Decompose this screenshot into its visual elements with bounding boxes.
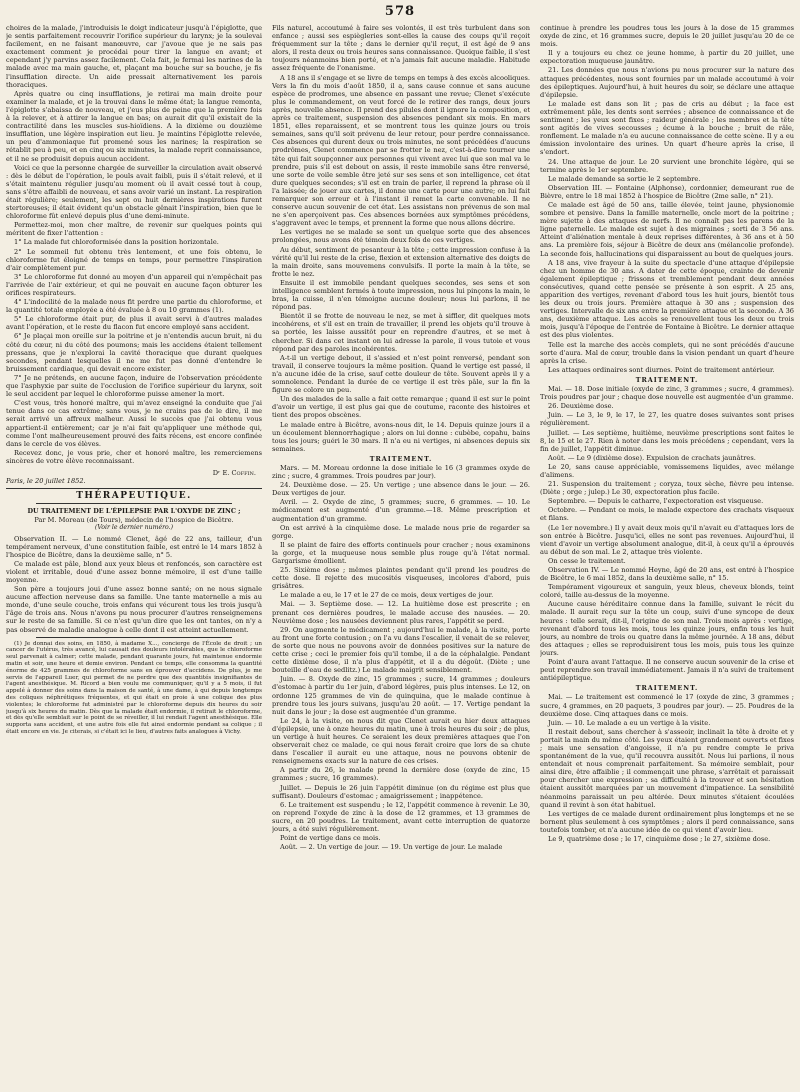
paragraph: choires de la malade, j'introduisis le doigt indicateur jusqu'à l'épiglotte, que je sentis parfaitement recouvrir l'orifice supérieur du larynx; je la soulevai facilement, en ne faisant manœuvre, car j'avoue que je ne sais pas exactement comment je procédai pour tirer la langue en avant; et cependant j'y parvins assez facilement. Cela fait, je fermai les narines de la malade avec ma main gauche, et, plaçant ma bouche sur sa bouche, je fis l'insufflation directe. Un aide pressait alternativement les parois thoraciques. [6, 24, 262, 89]
paragraph: continue à prendre les poudres tous les jours à la dose de 15 grammes oxyde de zinc, et 16 grammes sucre, depuis le 20 juillet jusqu'au 20 de ce mois. [540, 24, 794, 49]
paragraph: Voici ce que la personne chargée de surveiller la circulation avait observé : dès le début de l'opération, le pouls avait faibli, puis il s'était relevé, et il s'était maintenu régulier jusqu'au moment où il avait cessé tout à coup, sans s'être affaibli de nouveau, et sans avoir varié un instant. La respiration était régulière; seulement, les sept ou huit dernières inspirations furent stertoreuses; il était évident qu'un obstacle gênait l'inspiration, bien que le chloroforme fût enlevé depuis plus d'une demi-minute. [6, 163, 262, 221]
paragraph: Point d'aura avant l'attaque. Il ne conserve aucun souvenir de la crise et peut reprendre son travail immédiatement. Jamais il n'a suivi de traitement antiépileptique. [540, 658, 794, 683]
paragraph: Ce malade est âgé de 50 ans, taille élevée, teint jaune, physionomie sombre et pensive. Dans la famille maternelle, oncle mort de la poitrine ; mère sujette à des attaques de nerfs. Il ne connaît pas les parens de la ligne paternelle. Le malade est sujet à des migraines ; sorti de 3 56 ans. Atteint d'aliénation mentale à deux reprises différentes, à 36 ans et à 50 ans. La première fois, séjour à Bicêtre de deux ans (mélancolie profonde). La seconde fois, hallucinations qui disparaissent au bout de quelques jours. [540, 200, 794, 258]
paragraph: Le malade demande sa sortie le 2 septembre. [548, 174, 701, 183]
paragraph: 21. Les données que nous n'avions pu nous procurer sur la nature des attaques précédentes, nous sont fournies par un malade accoutumé à voir des épileptiques. Aujourd'hui, à huit heures du soir, se déclare une attaque d'épilepsie. [540, 66, 794, 99]
paragraph: Un des malades de la salle a fait cette remarque ; quand il est sur le point d'avoir un vertige, il est plus gai que de coutume, raconte des histoires et tient des propos obscènes. [272, 395, 530, 420]
paragraph: 3° Le chloroforme fut donné au moyen d'un appareil qui n'empêchait pas l'arrivée de l'air extérieur, et qui ne pouvait en aucune façon obturer les orifices respirateurs. [6, 272, 262, 297]
paragraph: 2° Le sommeil fut obtenu très lentement, et une fois obtenu, le chloroforme fut éloigné de temps en temps, pour permettre l'inspiration d'air complètement pur. [6, 247, 262, 272]
paragraph: Telle est la marche des accès complets, qui ne sont précédés d'aucune sorte d'aura. Mal de cœur, trouble dans la vision pendant un quart d'heure après la crise. [540, 340, 794, 365]
paragraph: 24. Une attaque de jour. Le 20 survient une bronchite légère, qui se termine après le 1er septembre. [540, 157, 794, 174]
paragraph: Le malade entre à Bicêtre, avons-nous dit, le 14. Depuis quinze jours il a un écoulement blennorrhagique ; alors on lui donne : cubèbe, copahu, bains tous les jours; guéri le 30 mars. Il n'a eu ni vertiges, ni absences depuis six semaines. [272, 420, 530, 453]
paragraph: Mars. — M. Moreau ordonne la dose initiale le 16 (3 grammes oxyde de zinc ; sucre, 4 grammes. Trois poudres par jour). [272, 463, 530, 481]
paragraph: Le 20, sans cause appréciable, vomissemens liquides, avec mélange d'alimens. [540, 462, 794, 479]
paragraph: Observation IV. — Le nommé Heyne, âgé de 20 ans, est entré à l'hospice de Bicêtre, le 6 mai 1852, dans la deuxième salle, n° 15. [540, 566, 794, 583]
paragraph: Il y a toujours eu chez ce jeune homme, à partir du 20 juillet, une expectoration muqueuse jaunâtre. [540, 49, 794, 66]
paragraph: 5° Le chloroforme était pur, de plus il avait servi à d'autres malades avant l'opération, et le reste du flacon fut encore employé sans accident. [6, 315, 262, 332]
paragraph: Observation III. — Fontaine (Alphonse), cordonnier, demeurant rue de Bièvre, entre le 18 mai 1852 à l'hospice de Bicêtre (2me salle, n° 21). [540, 183, 794, 200]
paragraph: 7° Je ne prétends, en aucune façon, induire de l'observation précédente que l'asphyxie par suite de l'occlusion de l'orifice supérieur du larynx, soit le seul accident par lequel le chloroforme puisse amener la mort. [6, 373, 262, 399]
paragraph: Octobre. — Pendant ce mois, le malade expectore des crachats visqueux et filans. [540, 506, 794, 523]
article-byline: Par M. Moreau (de Tours), médecin de l'hospice de Bicêtre. [34, 516, 234, 525]
paragraph: Août. — Le 9 (dixième dose). Expulsion de crachats jaunâtres. [548, 453, 756, 462]
paragraph: Juillet. — Les septième, huitième, neuvième prescriptions sont faites le 8, le 15 et le 27. Rien à noter dans les mois précédens ; cependant, vers la fin de juillet, l'appétit diminue. [540, 428, 794, 453]
paragraph: Il restait debout, sans chercher à s'asseoir, inclinait la tête à droite et y portait la main du même côté. Les yeux étaient grandement ouverts et fixes ; mais une sensation d'angoisse, il n'a pu rendre compte le priva spontanément de la vue, qu'il recouvra aussitôt. Nous lui parlions, il nous entendait et nous comprenait parfaitement. Sa mémoire semblait, pour ainsi dire, être affaiblie ; il commençait une phrase, s'arrêtait et paraissait pour chercher une expression ; sa difficulté à la trouver et son hésitation étaient aussitôt marquées par un mouvement d'impatience. La sensibilité néanmoins paraissait un peu altérée. Deux minutes s'étaient écoulées quand il revint à son état habituel. [540, 727, 794, 809]
paragraph: Mai. — Le traitement est commencé le 17 (oxyde de zinc, 3 grammes ; sucre, 4 grammes, en 20 paquets, 3 poudres par jour). — 25. Poudres de la deuxième dose. Cinq attaques dans ce mois. [540, 693, 794, 718]
right-column [540, 24, 794, 1086]
signature: Dʳ E. Coffin. [212, 468, 256, 477]
paragraph: Août. — 2. Un vertige de jour. — 19. Un vertige de jour. Le malade [280, 843, 503, 852]
paragraph: Après quatre ou cinq insufflations, je retirai ma main droite pour examiner la malade, et je la trouvai dans le même état; la langue remonta, l'épiglotte s'abaissa de nouveau, et j'eus plus de peine que la première fois à la relever, et à attirer la langue en bas; on aurait dit qu'il existait de la contractilité dans les muscles sus-hioïdiens. A la dixième ou douzième insufflation, une légère inspiration eut lieu. Je maintins l'épiglotte relevée, un peu d'ammoniaque fut promené sous les narines; la respiration se rétablit peu à peu, et en cinq ou six minutes, la malade reprit connaissance, et il ne se produisit depuis aucun accident. [6, 89, 262, 163]
paragraph: Il se plaint de faire des efforts continuels pour cracher ; nous examinons la gorge, et la muqueuse nous semble plus rouge qu'à l'état normal. Gargarisme émollient. [272, 540, 530, 565]
paragraph: 4° L'indocilité de la malade nous fit perdre une partie du chloroforme, et la quantité totale employée a été évaluée à 8 ou 10 grammes (1). [6, 298, 262, 315]
paragraph: Son père a toujours joui d'une assez bonne santé; on ne nous signale aucune affection nerveuse dans sa famille. Une tante maternelle a mis au monde, d'une seule couche, trois enfans qui vécurent tous les trois jusqu'à l'âge de trois ans. Nous n'avons pu nous procurer d'autres renseignemens sur le reste de sa famille. Si ce n'est qu'un dire que les ont tantes, on n'y a pas observé de maladie analogue à celle dont il est atteint actuellement. [6, 585, 262, 634]
letter-signature-block [6, 469, 262, 485]
paragraph: Permettez-moi, mon cher maître, de revenir sur quelques points qui méritent de fixer l'attention : [6, 221, 262, 238]
subheading-traitement: TRAITEMENT. [635, 684, 699, 693]
paragraph: 29. On augmente le médicament ; aujourd'hui le malade, à la visite, porte au front une forte contusion ; on l'a vu dans l'escalier, il venait de se relever, de sorte que nous ne pouvons avoir de données positives sur la nature de cette crise ; ceci le premier fois qu'il tombe, il a de la céphalalgie. Pendant cette dixième dose, il n'a plus d'appétit, et il a du dégoût. (Diète ; une bouteille d'eau de sedlitz.) Le malade maigrit sensiblement. [272, 625, 530, 675]
paragraph: Les vertiges ne se malade se sont un quelque sorte que des absences prolongées, nous avons été témoin deux fois de ces vertiges. [272, 228, 530, 245]
paragraph: 24. Deuxième dose. — 25. Un vertige ; une absence dans le jour. — 26. Deux vertiges de jour. [272, 481, 530, 498]
paragraph: Bientôt il se frotte de nouveau le nez, se met à siffler, dit quelques mots incohérens, et s'il est en train de travailler, il prend les objets qu'il trouve à sa portée, les laisse aussitôt pour en reprendre d'autres, et se met à chercher. Si dans cet instant on lui adresse la parole, il vous tutoie et vous répond par des paroles incohérentes. [272, 312, 530, 353]
paragraph: 21. Suspension du traitement ; coryza, toux sèche, fièvre peu intense. (Diète ; orge ; julep.) Le 30, expectoration plus facile. [540, 480, 794, 497]
page-number: 578 [384, 4, 416, 19]
article-title: DU TRAITEMENT DE L'ÉPILEPSIE PAR L'OXYDE DE ZINC ; [27, 507, 241, 516]
paragraph: Recevez donc, je vous prie, cher et honoré maître, les remerciemens sincères de votre élève reconnaissant. [6, 448, 262, 465]
paragraph: C'est vous, très honoré maître, qui m'avez enseigné la conduite que j'ai tenue dans ce cas extrême; sans vous, je ne crains pas de le dire, il me serait arrivé un affreux malheur. Aussi le succès que j'ai obtenu vous appartient-il entièrement; car je n'ai fait qu'appliquer une méthode qui, comme l'ont malheureusement prouvé des faits récens, est encore confinée dans le cercle de vos élèves. [6, 399, 262, 448]
paragraph: Fils naturel, accoutumé à faire ses volontés, il est très turbulent dans son enfance ; aussi ses espiègleries sont-elles la cause des coups qu'il reçoit fréquemment sur la tête ; dans le dernier qu'il reçut, il est âgé de 9 ans alors, il resta deux ou trois heures sans connaissance. Quoique faible, il s'est toujours néanmoins bien porté, et n'a jamais fait aucune maladie. Habitude assez fréquente de l'onanisme. [272, 24, 530, 73]
paragraph: Les vertiges de ce malade durent ordinairement plus longtemps et ne se bornent plus seulement à ces symptômes ; alors il perd connaissance, sans toutefois tomber, et n'a aucune idée de ce qui vient d'avoir lieu. [540, 809, 794, 834]
paragraph: 6° Je plaçai mon oreille sur la poitrine et je n'entendis aucun bruit, ni du côté du cœur, ni du côté des poumons; mais les accidens étaient tellement pressans, que je n'explorai la cavité thoracique que durant quelques secondes, pendant lesquelles il ne me fut pas donné d'entendre le bruissement cardiaque, qui devait encore exister. [6, 332, 262, 373]
paragraph: Juillet. — Depuis le 26 juin l'appétit diminue (on du régime est plus que suffisant). Douleurs d'estomac ; amaigrissement ; inappétence. [272, 783, 530, 800]
divider [36, 637, 232, 638]
paragraph: A 18 ans, vive frayeur à la suite du spectacle d'une attaque d'épilepsie chez un homme de 30 ans. A dater de cette époque, crainte de devenir également épileptique ; frissons et tremblement pendant deux années consécutives, quand cette pensée se présente à son esprit. A 25 ans, apparition des vertiges, revenant d'abord tous les huit jours, bientôt tous les deux ou trois jours. Première attaque à 30 ans ; suspension des vertiges. Intervalle de six ans entre la première attaque et la seconde. A 36 ans, deuxième attaque. Les accès se renouvellent tous les deux ou trois mois, jusqu'à l'époque de l'entrée de Fontaine à Bicêtre. Le dernier attaque est des plus violentes. [540, 258, 794, 340]
paragraph: 6. Le traitement est suspendu ; le 12, l'appétit commence à revenir. Le 30, on reprend l'oxyde de zinc à la dose de 12 grammes, et 13 grammes de sucre, en 20 poudres. Le traitement, avant cette interruption de quatorze jours, a été suivi régulièrement. [272, 800, 530, 833]
paragraph: Ce malade est pâle, blond aux yeux bleus et renfoncés, son caractère est violent et irritable, doué d'une assez bonne mémoire, il est d'une taille moyenne. [6, 559, 262, 584]
paragraph: Tempérament vigoureux et sanguin, yeux bleus, cheveux blonds, teint coloré, taille au-dessus de la moyenne. [540, 583, 794, 600]
divider [6, 488, 262, 489]
paragraph: Juin. — 8. Oxyde de zinc, 15 grammes ; sucre, 14 grammes ; douleurs d'estomac à partir du 1er juin, d'abord légères, puis plus intenses. Le 12, on ordonne 125 grammes de vin de quinquina, que le malade continue à prendre tous les jours suivans, jusqu'au 20 août. — 17. Vertige pendant la nuit dans le jour ; la dose est augmentée d'un gramme. [272, 675, 530, 716]
paragraph: Les attaques ordinaires sont diurnes. Point de traitement antérieur. [548, 365, 775, 374]
subheading-traitement: TRAITEMENT. [369, 454, 433, 463]
paragraph: Ensuite il est immobile pendant quelques secondes, ses sens et son intelligence semblent fermés à toute impression, nous lui pinçons la main, le bras, la cuisse, il n'en témoigne aucune douleur; nous lui parlons, il ne répond pas. [272, 278, 530, 312]
left-column [6, 24, 262, 1086]
paragraph: Point de vertige dans ce mois. [280, 834, 381, 843]
paragraph: A 18 ans il s'engage et se livre de temps en temps à des excès alcooliques. Vers la fin du mois d'août 1850, il a, sans cause connue et sans aucune espèce de prodromes, une absence en passant une revue; Clenet s'exécute plus le commandement, on veut forcé de le retirer des rangs, deux jours après, nouvelle absence. Il prend des pilules dont il ignore la composition, et après ce traitement, suspension des absences pendant six mois. En mars 1851, elles reparaissent, et se montrent tous les quinze jours ou trois semaines, sans qu'il soit prévenu de leur retour, pour perdre connaissance. Ces absences qui durent deux ou trois minutes, ne sont précédées d'aucuns prodrômes, Clenet commence par se frotter le nez, c'est-à-dire tourner une tête qui fait soupçonner aux personnes qui vivent avec lui que son mal va le prendre, puis s'il est debout on assis, il reste immobile sans être renversé, une sorte de voile semble être jeté sur ses sens et son intelligence, cet état dure quelques secondes; s'il est en train de parler, il reprend la phrase où il l'a laissée; de jouer aux cartes, il donne une carte pour une autre; on lui fait remarquer son erreur et à l'instant il remet la carte convenable. Il ne conserve aucun souvenir de cet état. Les assistans non prévenus de son mal ne s'en aperçoivent pas. Ces absences bornées aux symptômes précédens, s'aggravent avec le temps, et prennent la forme que nous allons décrire. [272, 73, 530, 228]
paragraph: Mai. — 3. Septième dose. — 12. La huitième dose est prescrite ; en prenant ces dernières poudres, le malade accuse des nausées. — 20. Neuvième dose ; les nausées deviennent plus rares, l'appétit se perd. [272, 600, 530, 625]
middle-column [272, 24, 530, 1086]
continuation-note: (Voir le dernier numéro.) [94, 524, 174, 532]
paragraph: Avril. — 2. Oxyde de zinc, 5 grammes; sucre, 6 grammes. — 10. Le médicament est augmenté d'un gramme.—18. Même prescription et augmentation d'un gramme. [272, 498, 530, 523]
paragraph: On cesse le traitement. [548, 556, 626, 565]
letter-date: Paris, le 20 juillet 1852. [6, 477, 86, 486]
paragraph: 25. Sixième dose ; mêmes plaintes pendant qu'il prend les poudres de cette dose. Il rejette des mucosités visqueuses, incolores d'abord, puis grisâtres. [272, 566, 530, 591]
paragraph: Le 24, à la visite, on nous dit que Clenet aurait eu hier deux attaques d'épilepsie, une à onze heures du matin, une à trois heures du soir ; de plus, un vertige à huit heures. Ce seraient les deux premières attaques que l'on observerait chez ce malade, ce qui nous ferait croire que lors de sa chute dans l'escalier il aurait eu une attaque, nous ne pouvons obtenir de renseignemens exacts sur la nature de ces crises. [272, 716, 530, 766]
paragraph: Septembre. — Depuis le catharre, l'expectoration est visqueuse. [548, 497, 764, 506]
subheading-traitement: TRAITEMENT. [635, 375, 699, 384]
paragraph: Juin. — 10. Le malade a eu un vertige à la visite. [548, 718, 711, 727]
paragraph: 1° La malade fut chloroformisée dans la position horizontale. [14, 238, 219, 247]
paragraph: A partir du 26, le malade prend la dernière dose (oxyde de zinc, 15 grammes ; sucre, 16 grammes). [272, 766, 530, 783]
paragraph: Observation II. — Le nommé Clenet, âgé de 22 ans, tailleur, d'un tempérament nerveux, d'une constitution faible, est entré le 14 mars 1852 à l'hospice de Bicêtre, dans la deuxième salle, n° 5. [6, 534, 262, 559]
section-title: THÉRAPEUTIQUE. [76, 491, 192, 502]
footnote: (1) Je donnai des soins, en 1850, à madame X..., concierge de l'École de droit ; un cancer de l'utérus, très avancé, lui causait des douleurs intolérables, que le chloroforme seul parvenait à calmer; cette malade, pendant quarante jours, fut maintenue endormie matin et soir, une heure et demie environ. Pendant ce temps, elle consomma la quantité énorme de 425 grammes de chloroforme sans en éprouver d'accidens. De plus, je me servis de l'appareil Luer, qui permet de ne perdre que des quantités insignifiantes de l'agent anesthésique. M. Ricord a bien voulu me communiquer, qu'il y a 5 mois, il fut appelé à donner des soins dans la maison de santé, à une dame, à qui depuis longtemps des coliques néphrétiques fréquentes, et qui était en proie à une colique des plus violentes; le chloroforme fut administré par le chloroforme depuis dix heures du soir jusqu'à six heures du matin. Dès que la malade était endormie, il retirait le chloroforme, et dès qu'elle semblait sur le point de se réveiller, il lui rendait l'agent anesthésique. Elle supporta sans accident, et une autre fois elle fut ainsi endormie pendant sa colique ; il était encore en vie. Je citerais, si c'était ici le lieu, d'autres faits analogues à Vichy. [6, 640, 262, 736]
paragraph: (Le 1er novembre.) Il y avait deux mois qu'il n'avait eu d'attaques lors de son entrée à Bicêtre. Jusqu'ici, elles ne sont pas revenues. Aujourd'hui, il vient d'avoir un vertige absolument analogue, dit-il, à ceux qu'il a éprouvés au début de son mal. Le 2, attaque très violente. [540, 523, 794, 556]
paragraph: A-t-il un vertige debout, il s'assied et n'est point renversé, pendant son travail, il conserve toujours la même position. Quand le vertige est passé, il n'a aucune idée de la crise, sauf cette douleur de tête. Souvent après il y a somnolence. Pendant la durée de ce vertige il est très pâle, sur la fin la figure se colore un peu. [272, 353, 530, 395]
paragraph: Le malade est dans son lit ; pas de cris au début ; la face est extrêmement pâle, les dents sont serrées ; absence de connaissance et de sentiment ; les yeux sont fixes ; raideur générale ; les membres et la tête sont agités de vives secousses ; écume à la bouche ; bruit de râle, ronflement. Le malade n'a eu aucune connaissance de cette scène. Il y a eu émission involontaire des urines. Un quart d'heure après la crise, il s'endort. [540, 99, 794, 157]
paragraph: Au début, sentiment de pesanteur à la tête ; cette impression confuse à la vérité qu'il lui reste de la crise, flexion et extension alternative des doigts de la main droite, sans mouvemens convulsifs. Il porte la main à la tête, se frotte le nez. [272, 245, 530, 278]
paragraph: 26. Deuxième dose. [548, 402, 614, 411]
paragraph: Mai. — 18. Dose initiale (oxyde de zinc, 3 grammes ; sucre, 4 grammes). Trois poudres par jour ; chaque dose nouvelle est augmentée d'un gramme. [540, 385, 794, 402]
paragraph: Le malade a eu, le 17 et le 27 de ce mois, deux vertiges de jour. [280, 591, 494, 600]
paragraph: Le 9, quatrième dose ; le 17, cinquième dose ; le 27, sixième dose. [548, 835, 771, 843]
paragraph: Aucune cause héréditaire connue dans la famille, suivant le récit du malade. Il aurait reçu sur la tête un coup, suivi d'une syncope de deux heures : telle serait, dit-il, l'origine de son mal. Trois mois après : vertige, revenant d'abord tous les mois, tous les quinze jours, enfin tous les huit jours, au nombre de trois ou quatre dans la même journée. A 18 ans, début des attaques ; elles se reproduisirent tous les mois, puis tous les quinze jours. [540, 600, 794, 657]
divider [36, 503, 232, 504]
paragraph: On est arrivé à la cinquième dose. Le malade nous prie de regarder sa gorge. [272, 523, 530, 540]
paragraph: Juin. — Le 3, le 9, le 17, le 27, les quatre doses suivantes sont prises régulièrement. [540, 411, 794, 428]
